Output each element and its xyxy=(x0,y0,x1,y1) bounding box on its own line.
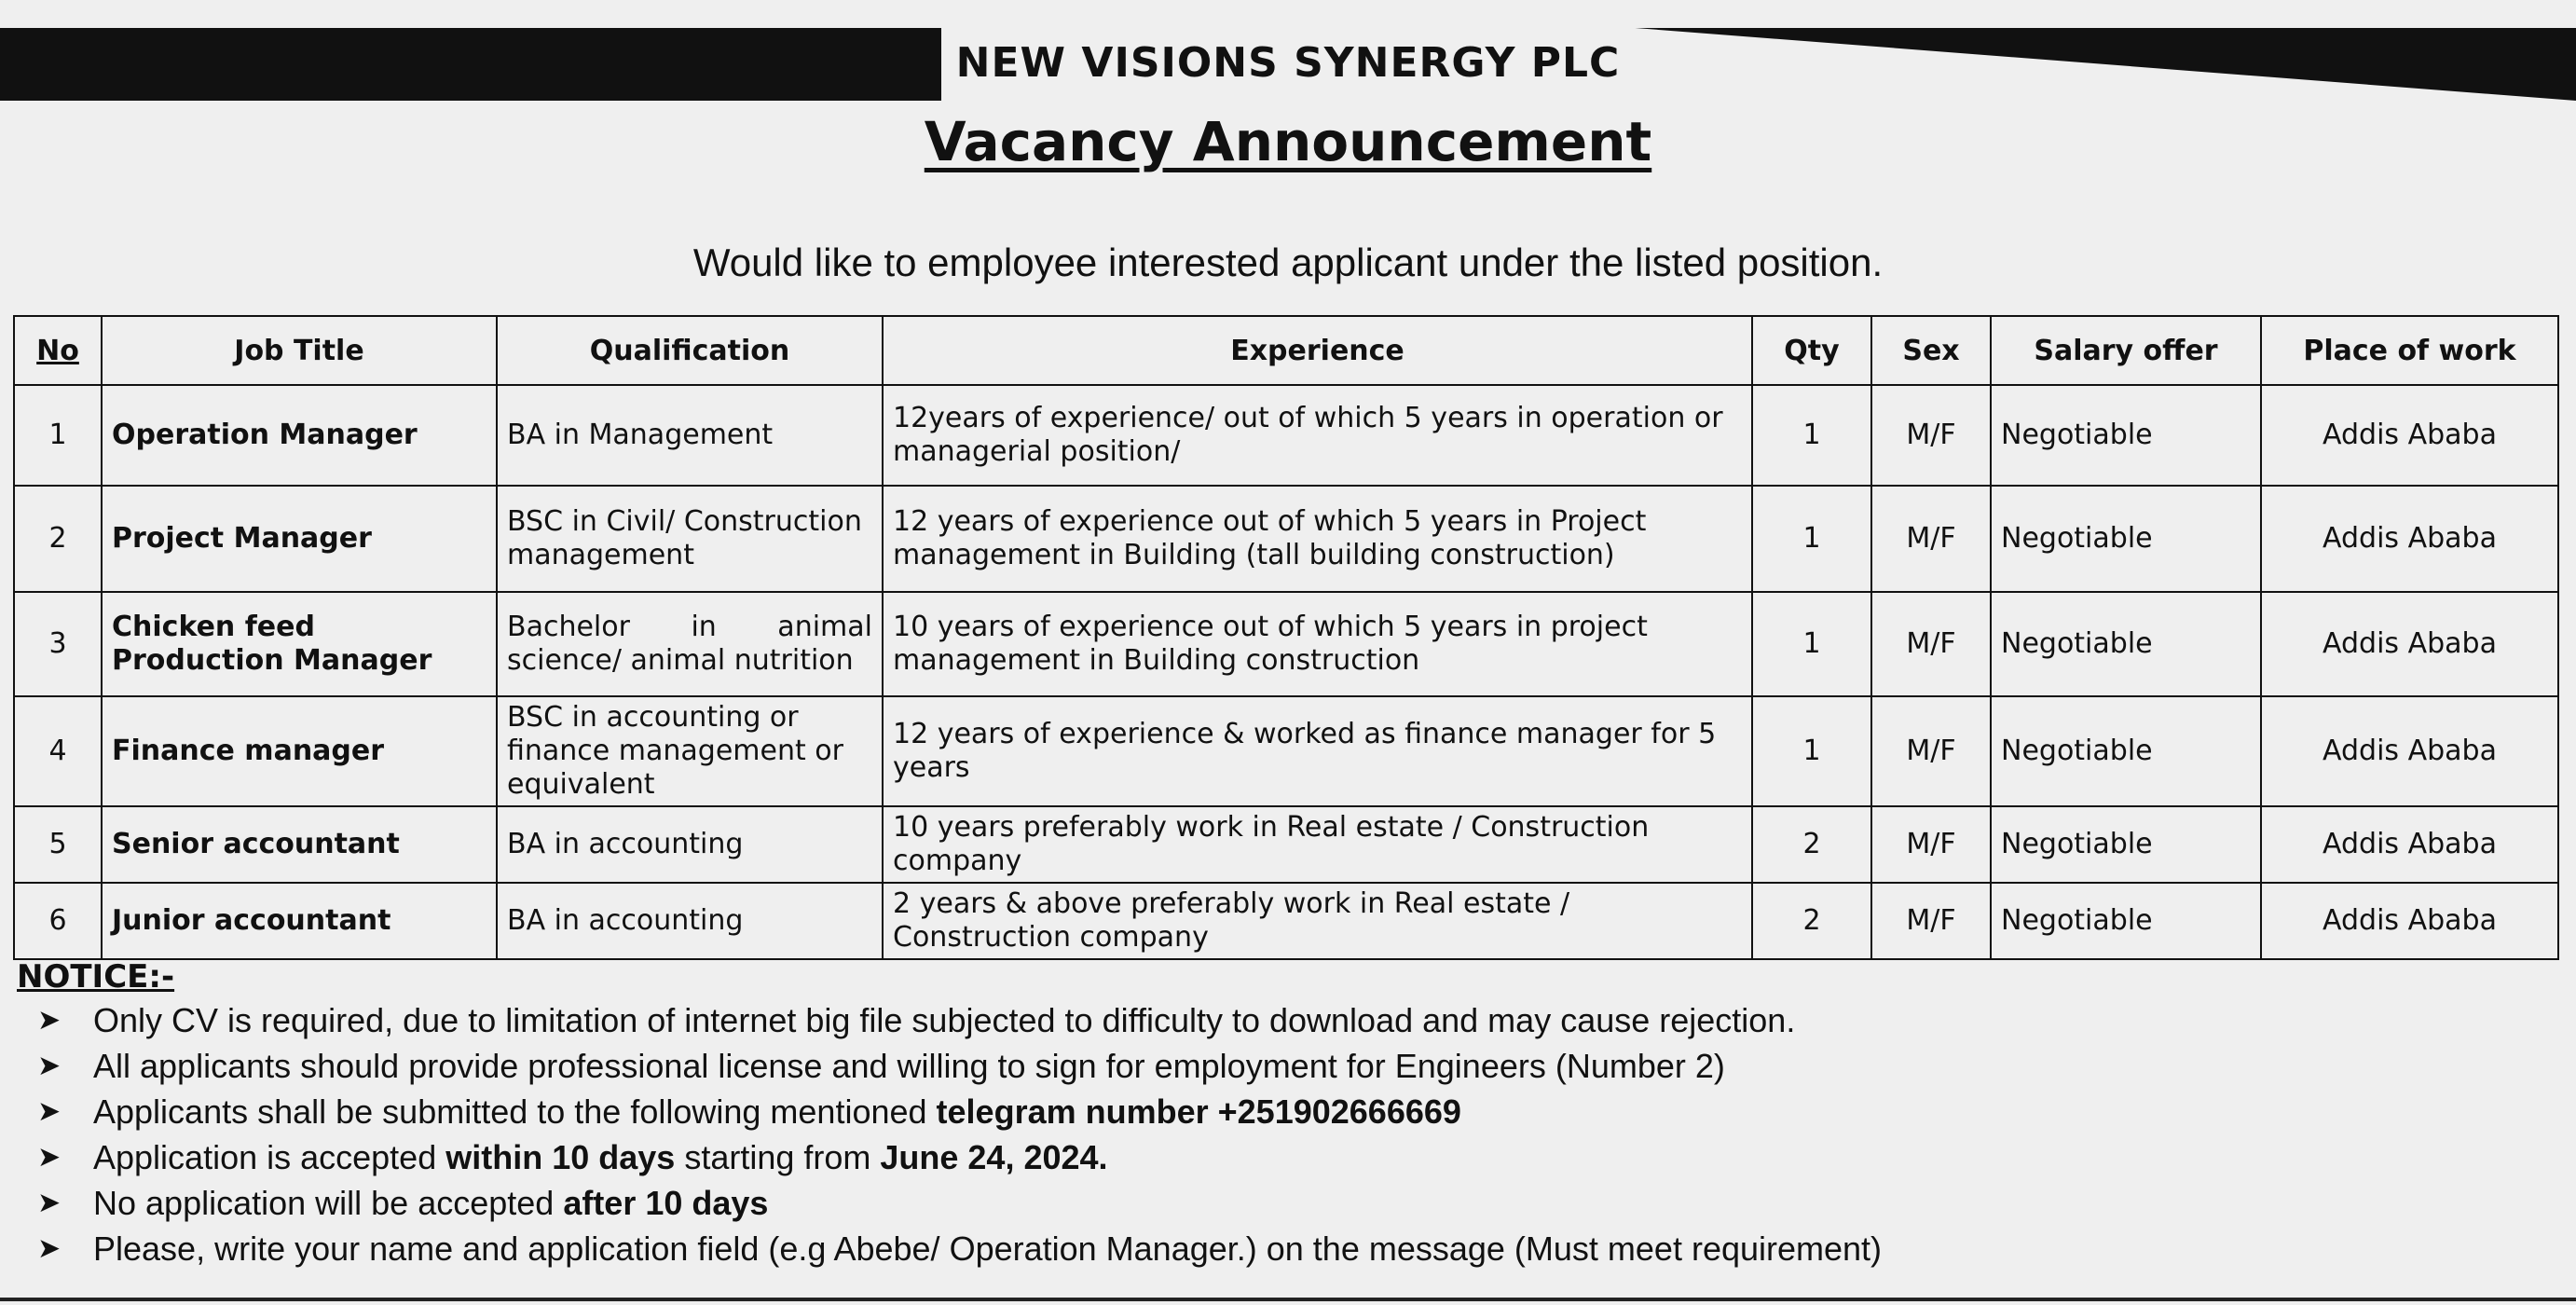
notice-text xyxy=(93,1043,1725,1089)
cell-qty: 1 xyxy=(1752,385,1871,486)
col-header-qualification: Qualification xyxy=(497,316,883,385)
col-header-no: No xyxy=(14,316,102,385)
cell-qty: 2 xyxy=(1752,883,1871,959)
list-item xyxy=(37,1226,1882,1271)
cell-no: 3 xyxy=(14,592,102,696)
bottom-rule xyxy=(0,1298,2576,1301)
cell-job-title: Finance manager xyxy=(102,696,497,806)
cell-salary: Negotiable xyxy=(1991,486,2261,592)
cell-place: Addis Ababa xyxy=(2261,592,2558,696)
cell-qty: 1 xyxy=(1752,486,1871,592)
cell-qualification: BSC in Civil/ Construction management xyxy=(497,486,883,592)
table-row xyxy=(14,883,2558,959)
notice-text xyxy=(93,997,1795,1043)
cell-place: Addis Ababa xyxy=(2261,696,2558,806)
notice-emphasis: within 10 days xyxy=(445,1138,676,1176)
cell-salary: Negotiable xyxy=(1991,883,2261,959)
cell-sex: M/F xyxy=(1871,486,1991,592)
list-item xyxy=(37,1089,1882,1134)
notice-text xyxy=(93,1134,1108,1180)
cell-job-title: Senior accountant xyxy=(102,806,497,883)
table-row xyxy=(14,592,2558,696)
table-row xyxy=(14,486,2558,592)
cell-place: Addis Ababa xyxy=(2261,806,2558,883)
intro-text: Would like to employee interested applicant under the listed position. xyxy=(692,240,1884,284)
notice-run: Applicants shall be submitted to the following mentioned xyxy=(93,1092,937,1131)
cell-sex: M/F xyxy=(1871,883,1991,959)
notice-run: Application is accepted xyxy=(93,1138,446,1176)
cell-salary: Negotiable xyxy=(1991,806,2261,883)
cell-salary: Negotiable xyxy=(1991,592,2261,696)
notice-heading: NOTICE:- xyxy=(17,958,175,996)
notice-run: starting from xyxy=(675,1138,881,1176)
cell-sex: M/F xyxy=(1871,696,1991,806)
vacancy-table xyxy=(13,315,2559,960)
list-item xyxy=(37,1043,1882,1089)
cell-job-title: Junior accountant xyxy=(102,883,497,959)
notice-list xyxy=(37,997,1882,1271)
cell-job-title: Operation Manager xyxy=(102,385,497,486)
notice-run: No application will be accepted xyxy=(93,1184,564,1222)
cell-no: 6 xyxy=(14,883,102,959)
table-row xyxy=(14,806,2558,883)
cell-no: 5 xyxy=(14,806,102,883)
notice-emphasis: telegram number +251902666669 xyxy=(936,1092,1461,1131)
cell-qualification: BSC in accounting or finance management or equivalent xyxy=(497,696,883,806)
notice-run: All applicants should provide professional license and willing to sign for employment for Engineers (Number 2) xyxy=(93,1047,1725,1085)
col-header-job-title: Job Title xyxy=(102,316,497,385)
cell-qty: 1 xyxy=(1752,592,1871,696)
cell-experience: 12 years of experience out of which 5 years in Project management in Building (tall building construction) xyxy=(883,486,1752,592)
col-header-qty: Qty xyxy=(1752,316,1871,385)
notice-emphasis: after 10 days xyxy=(563,1184,769,1222)
cell-experience: 12years of experience/ out of which 5 years in operation or managerial position/ xyxy=(883,385,1752,486)
cell-place: Addis Ababa xyxy=(2261,486,2558,592)
cell-experience: 2 years & above preferably work in Real estate / Construction company xyxy=(883,883,1752,959)
cell-job-title: Project Manager xyxy=(102,486,497,592)
cell-no: 2 xyxy=(14,486,102,592)
notice-run: Only CV is required, due to limitation of internet big file subjected to difficulty to download and may cause rejection. xyxy=(93,1001,1796,1039)
cell-place: Addis Ababa xyxy=(2261,385,2558,486)
arrow-bullet-icon: ➤ xyxy=(37,1051,62,1081)
list-item xyxy=(37,997,1882,1043)
notice-text xyxy=(93,1089,1461,1134)
cell-salary: Negotiable xyxy=(1991,696,2261,806)
cell-qualification: BA in accounting xyxy=(497,883,883,959)
cell-sex: M/F xyxy=(1871,806,1991,883)
col-header-salary: Salary offer xyxy=(1991,316,2261,385)
cell-qty: 2 xyxy=(1752,806,1871,883)
cell-qty: 1 xyxy=(1752,696,1871,806)
company-name: NEW VISIONS SYNERGY PLC xyxy=(955,39,1621,87)
cell-qualification: BA in Management xyxy=(497,385,883,486)
notice-run: Please, write your name and application field (e.g Abebe/ Operation Manager.) on the message (Must meet requirement) xyxy=(93,1229,1883,1268)
cell-place: Addis Ababa xyxy=(2261,883,2558,959)
cell-experience: 10 years of experience out of which 5 years in project management in Building construction xyxy=(883,592,1752,696)
table-header-row xyxy=(14,316,2558,385)
cell-no: 1 xyxy=(14,385,102,486)
list-item xyxy=(37,1134,1882,1180)
cell-sex: M/F xyxy=(1871,385,1991,486)
list-item xyxy=(37,1180,1882,1226)
arrow-bullet-icon: ➤ xyxy=(37,1005,62,1036)
notice-text xyxy=(93,1226,1882,1271)
arrow-bullet-icon: ➤ xyxy=(37,1096,62,1127)
cell-job-title: Chicken feed Production Manager xyxy=(102,592,497,696)
cell-sex: M/F xyxy=(1871,592,1991,696)
page-title: Vacancy Announcement xyxy=(924,110,1652,173)
arrow-bullet-icon: ➤ xyxy=(37,1142,62,1173)
arrow-bullet-icon: ➤ xyxy=(37,1188,62,1218)
cell-no: 4 xyxy=(14,696,102,806)
notice-emphasis: June 24, 2024. xyxy=(880,1138,1108,1176)
cell-salary: Negotiable xyxy=(1991,385,2261,486)
col-header-sex: Sex xyxy=(1871,316,1991,385)
col-header-place: Place of work xyxy=(2261,316,2558,385)
cell-experience: 10 years preferably work in Real estate / Construction company xyxy=(883,806,1752,883)
arrow-bullet-icon: ➤ xyxy=(37,1233,62,1264)
col-header-experience: Experience xyxy=(883,316,1752,385)
table-row xyxy=(14,696,2558,806)
table-row xyxy=(14,385,2558,486)
cell-experience: 12 years of experience & worked as finance manager for 5 years xyxy=(883,696,1752,806)
notice-text xyxy=(93,1180,768,1226)
cell-qualification: BA in accounting xyxy=(497,806,883,883)
cell-qualification: Bachelor in animal science/ animal nutrition xyxy=(497,592,883,696)
